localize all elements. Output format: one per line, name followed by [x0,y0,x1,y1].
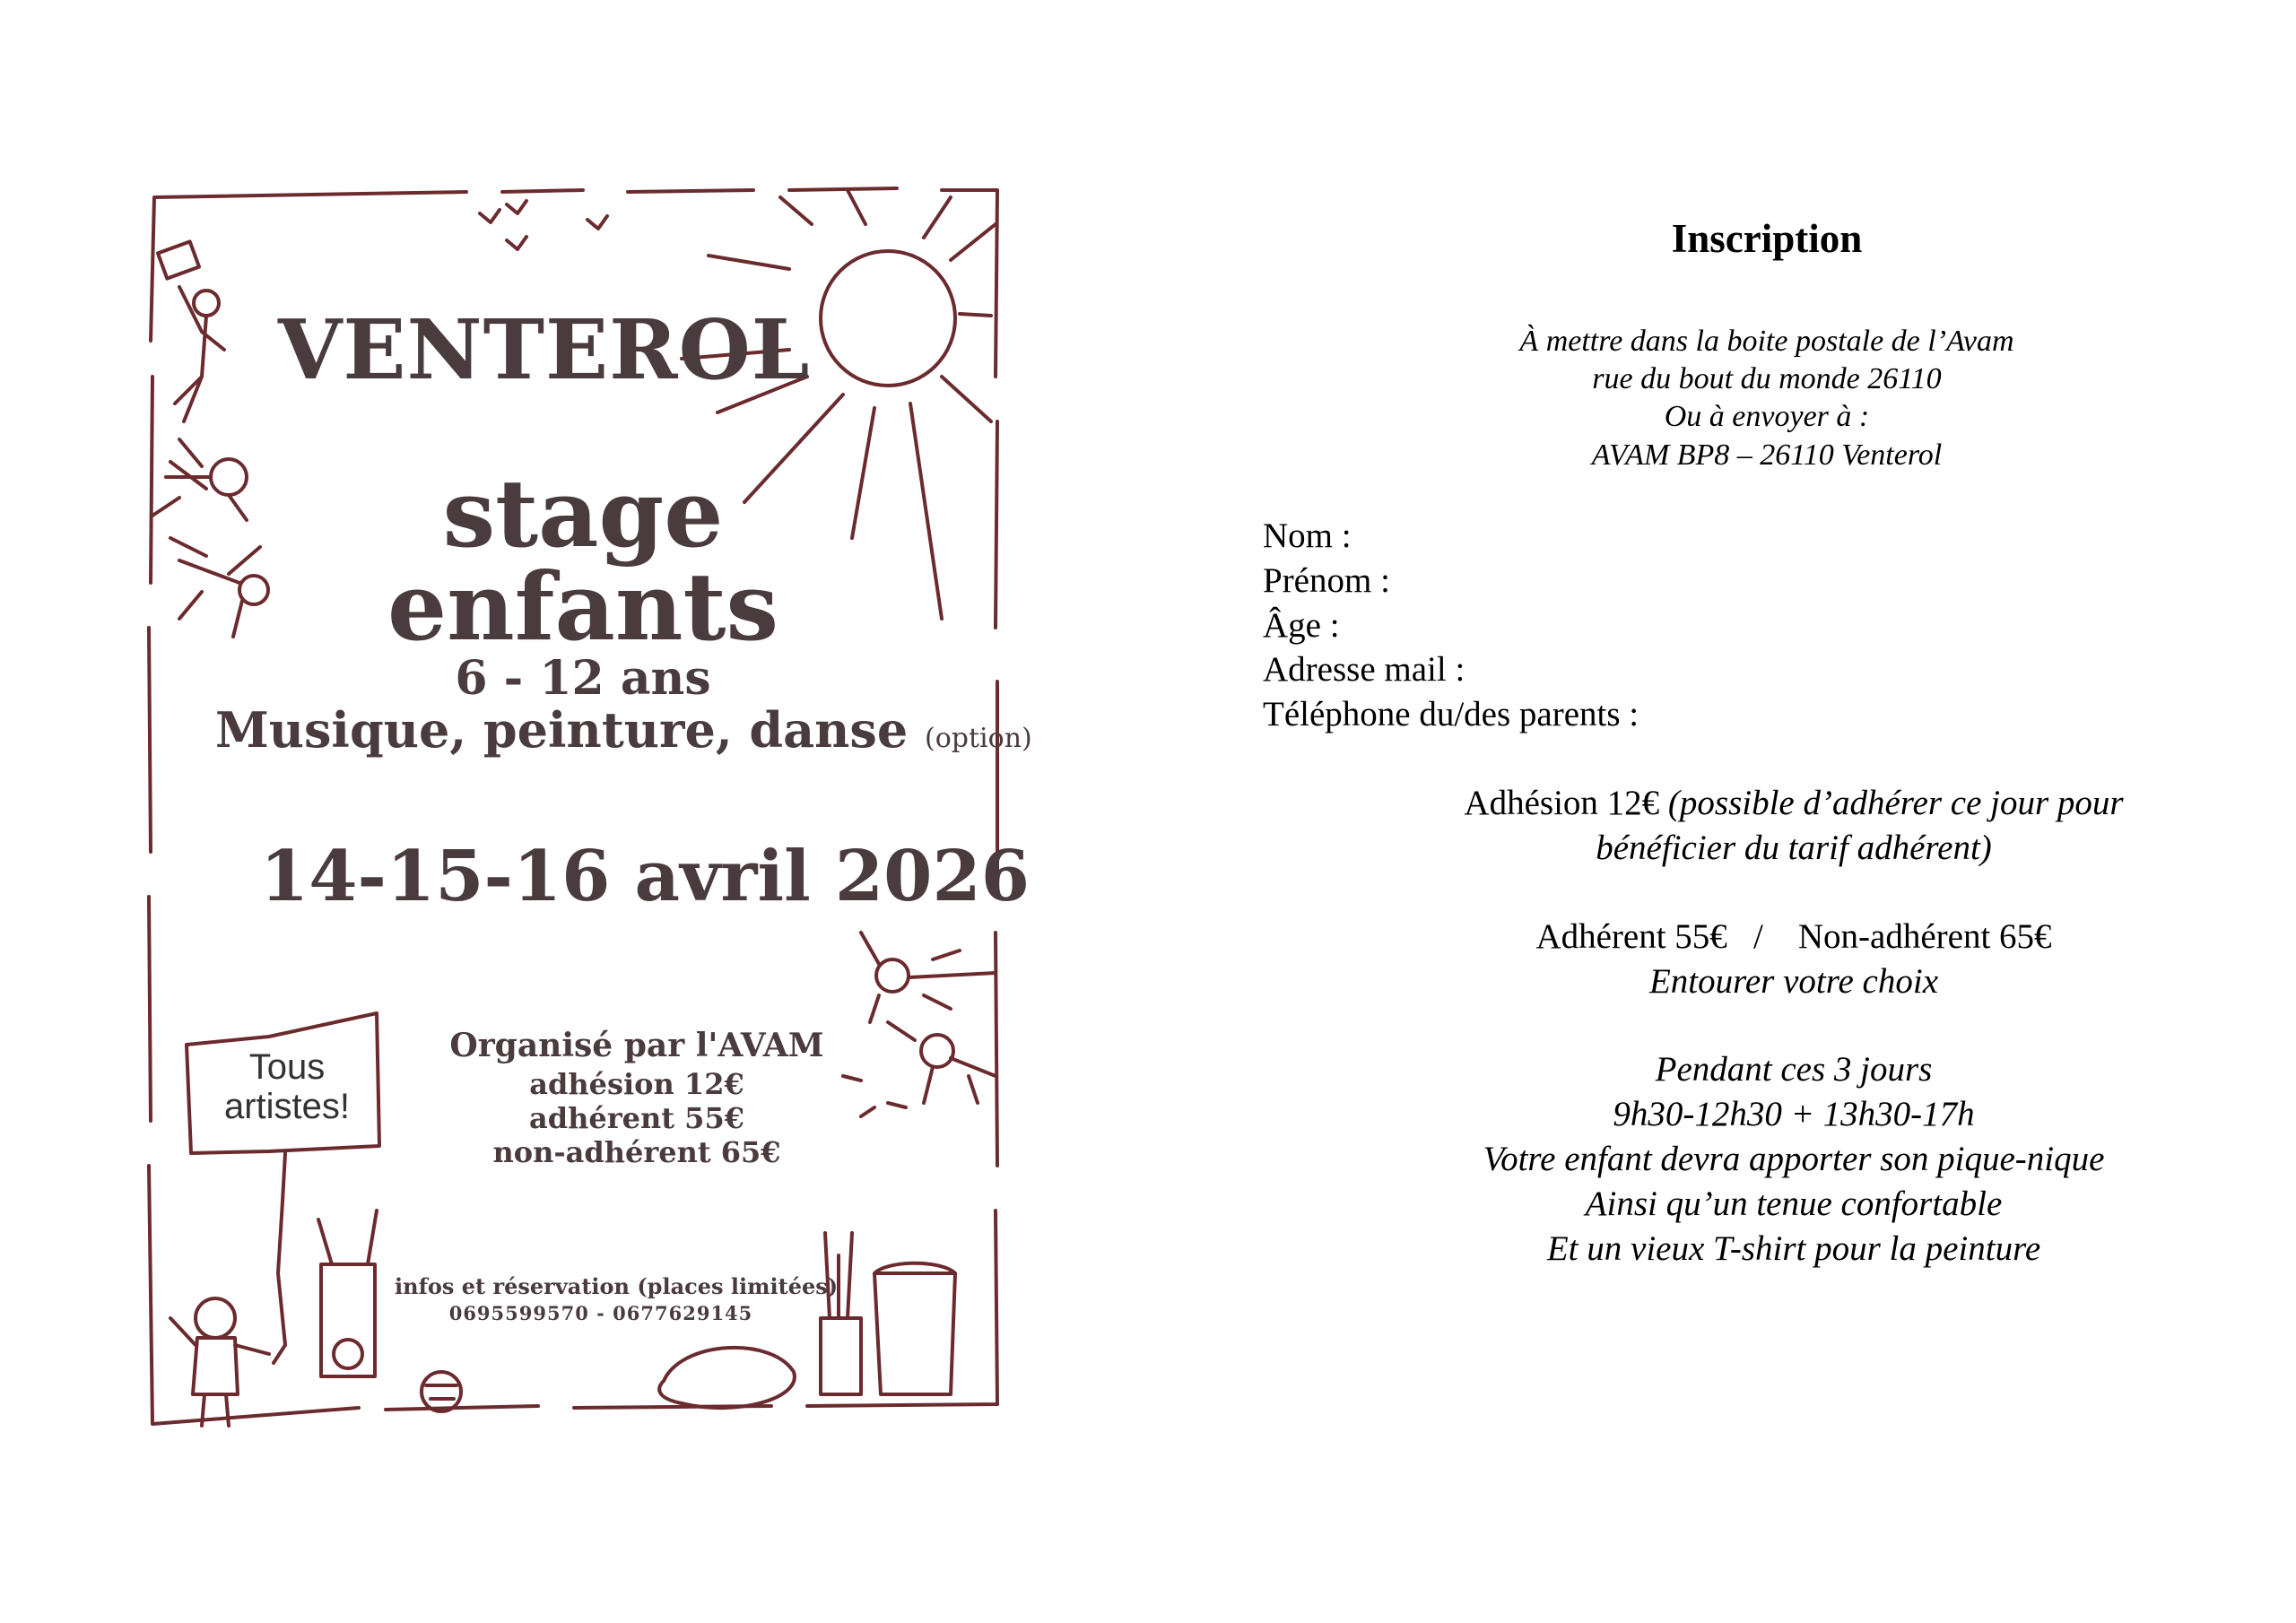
brush-jar-icon [821,1318,861,1394]
form-address-line: Ou à envoyer à : [1664,400,1870,433]
poster-sign-text: Tous artistes! [223,1047,351,1126]
poster-price-membership: adhésion 12€ [529,1067,744,1101]
birds-icon [480,201,607,249]
field-telephone-label: Téléphone du/des parents : [1263,695,1639,733]
field-age-label: Âge : [1263,606,1340,645]
kids-drawings-left [152,241,268,637]
membership-label: Adhésion 12€ [1464,784,1660,822]
poster-title-line1: stage [442,458,724,568]
membership-note-2: bénéficier du tarif adhérent) [1596,829,1992,867]
sun-icon [821,251,955,386]
form-address-line: rue du bout du monde 26110 [1592,362,1942,395]
pricing-choice: Adhérent 55€ / Non-adhérent 65€ [1535,917,2052,956]
form-address-line: AVAM BP8 – 26110 Venterol [1591,438,1943,472]
field-mail-label: Adresse mail : [1263,650,1465,689]
inscription-form [1166,0,2296,1623]
poster-price-member: adhérent 55€ [529,1101,744,1135]
palette-icon [659,1348,795,1408]
poster-age-range: 6 - 12 ans [455,651,711,706]
pricing-instruction: Entourer votre choix [1648,962,1939,1001]
poster-infos: infos et réservation (places limitées) [395,1273,839,1299]
membership-note-1: (possible d’adhérer ce jour pour [1667,784,2124,822]
poster-phones: 0695599570 - 0677629145 [448,1302,753,1324]
membership-line [1345,783,2242,823]
info-line: Pendant ces 3 jours [1655,1050,1933,1089]
poster-town: VENTEROL [278,301,811,398]
poster-price-non-member: non-adhérent 65€ [492,1135,781,1169]
kids-drawings-right [843,933,996,1116]
field-nom-label: Nom : [1263,516,1352,555]
form-title: Inscription [1671,216,1863,261]
info-line: 9h30-12h30 + 13h30-17h [1613,1095,1975,1133]
form-address-line: À mettre dans la boite postale de l’Avam [1519,325,2014,358]
poster-activities-option: (option) [925,723,1032,754]
poster-title-line2: enfants [387,551,779,662]
poster-activities [215,701,1032,759]
poster-dates: 14-15-16 avril 2026 [260,836,1030,917]
info-line: Et un vieux T-shirt pour la peinture [1546,1229,2041,1268]
poster-activities-text: Musique, peinture, danse [215,701,909,759]
paint-can-icon [874,1263,955,1394]
info-line: Ainsi qu’un tenue confortable [1585,1185,2003,1223]
ball-icon [422,1372,461,1411]
info-line: Votre enfant devra apporter son pique-nique [1483,1140,2105,1178]
poster-organizer: Organisé par l'AVAM [449,1027,824,1064]
sign-post [274,1153,285,1363]
field-prenom-label: Prénom : [1263,561,1390,600]
